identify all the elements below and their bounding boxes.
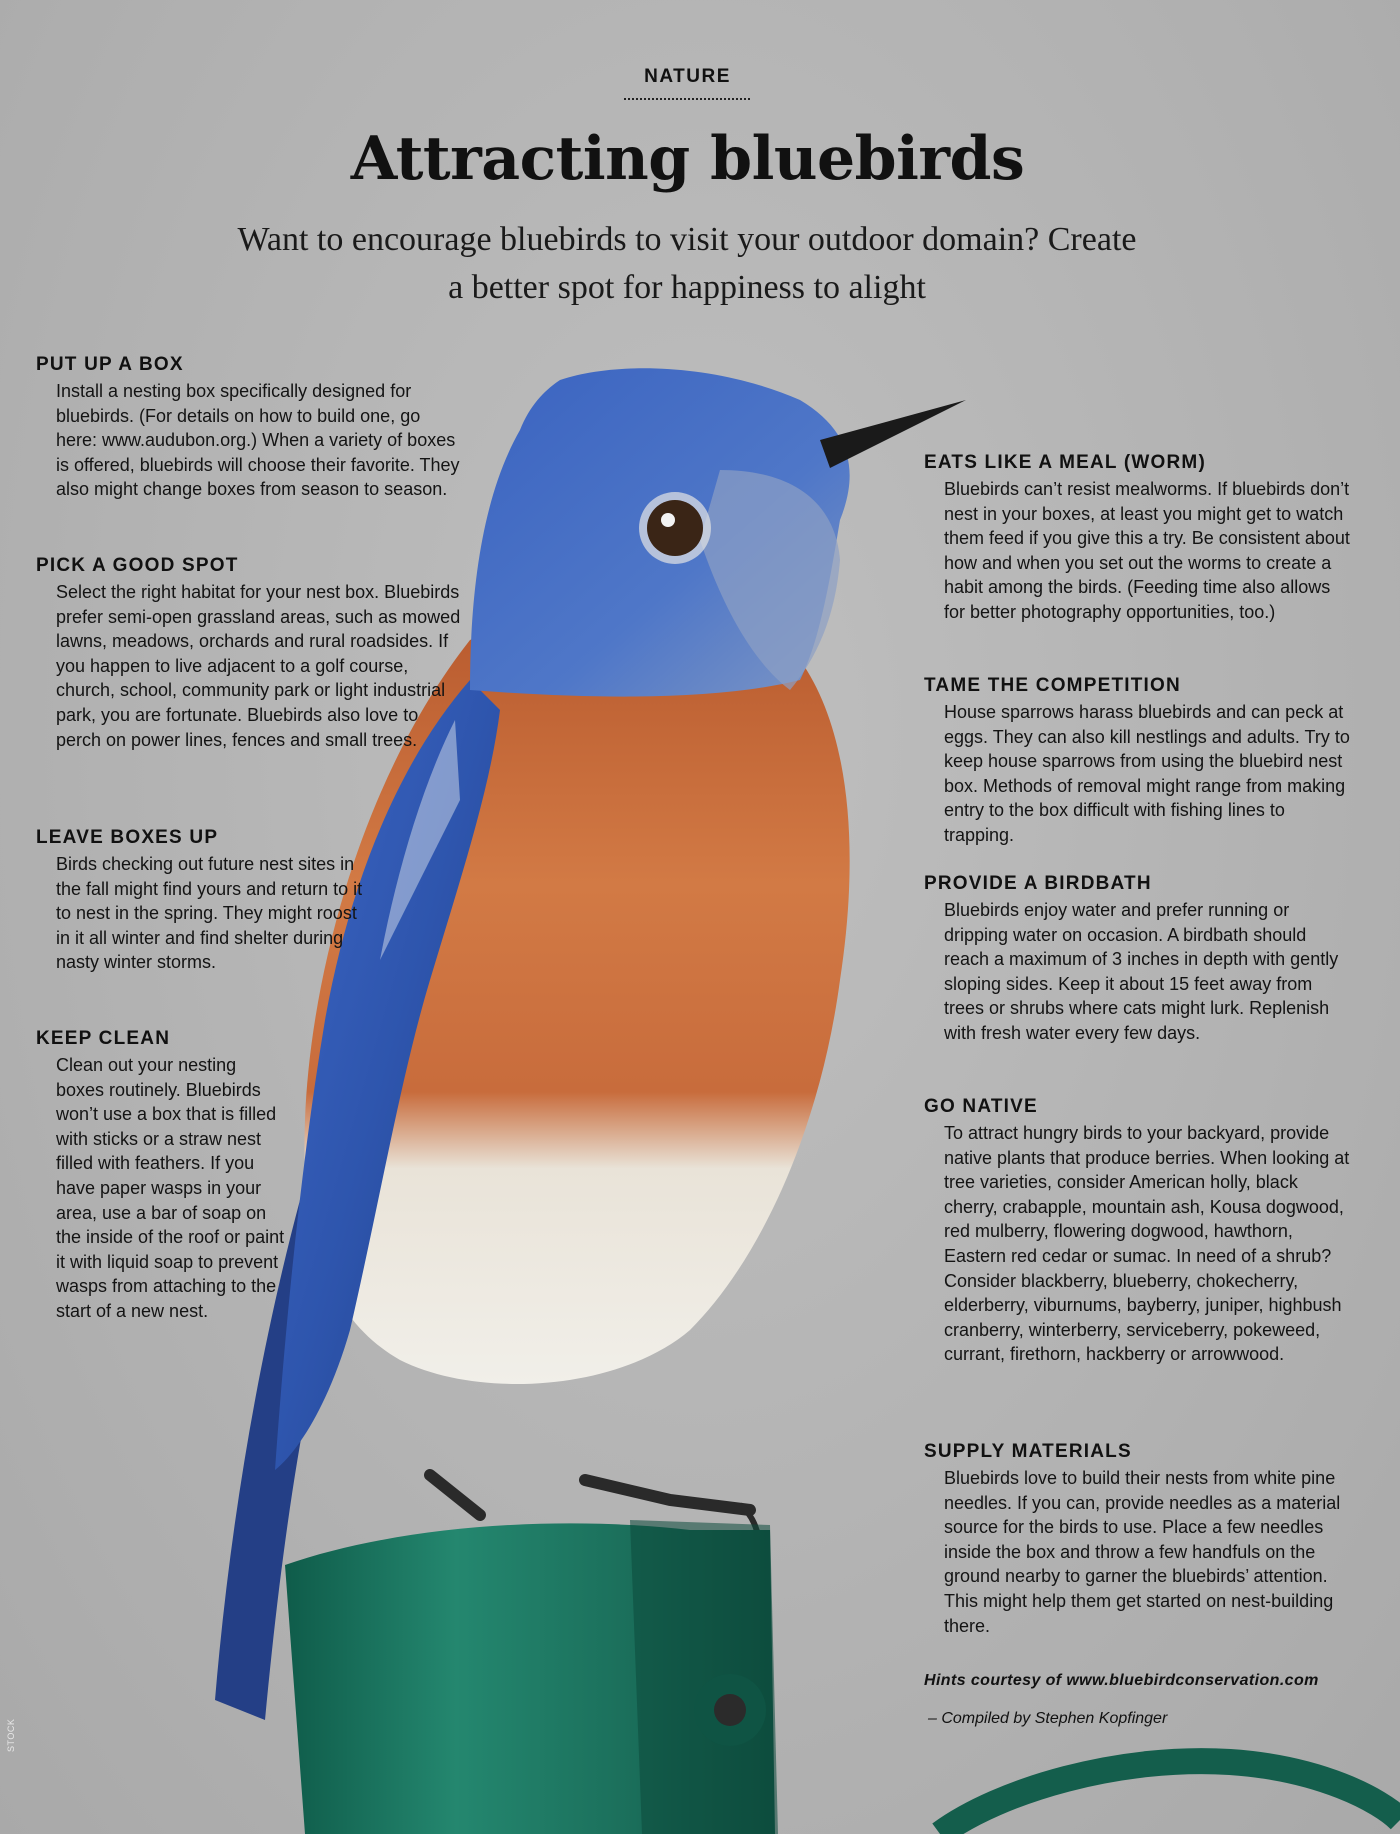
section-divider xyxy=(624,98,750,100)
tip-heading: KEEP CLEAN xyxy=(36,1028,171,1049)
tip-pick-a-good-spot xyxy=(36,555,466,752)
tip-keep-clean xyxy=(36,1028,286,1324)
tip-supply-materials xyxy=(924,1441,1354,1638)
tip-heading: SUPPLY MATERIALS xyxy=(924,1441,1132,1462)
hints-credit: Hints courtesy of www.bluebirdconservation.com xyxy=(924,1672,1319,1689)
subtitle-dek: Want to encourage bluebirds to visit your outdoor domain? Create a better spot for happiness to alight xyxy=(237,221,1137,306)
tip-tame-the-competition xyxy=(924,675,1354,848)
author-credit: – Compiled by Stephen Kopfinger xyxy=(928,1710,1168,1727)
metal-hook xyxy=(940,1761,1400,1834)
tip-leave-boxes-up xyxy=(36,827,366,975)
tip-heading: GO NATIVE xyxy=(924,1096,1038,1117)
tip-eats-like-a-meal xyxy=(924,452,1354,625)
tip-body: Bluebirds can’t resist mealworms. If bluebirds don’t nest in your boxes, at least you might get to watch them feed if you give this a try. Be consistent about how and when you set out the worms to create a habit among the birds. (Feeding time also allows for better photography opportunities, too.) xyxy=(944,479,1350,622)
tip-heading: TAME THE COMPETITION xyxy=(924,675,1181,696)
tip-heading: PROVIDE A BIRDBATH xyxy=(924,873,1152,894)
tip-put-up-a-box xyxy=(36,354,466,502)
tip-body: Bluebirds love to build their nests from white pine needles. If you can, provide needles as a material source for the birds to use. Place a few needles inside the box and throw a few handfuls on the ground nearby to garner the bluebirds’ attention. This might help them get started on nest-building there. xyxy=(944,1468,1341,1636)
tip-heading: EATS LIKE A MEAL (WORM) xyxy=(924,452,1206,473)
tip-go-native xyxy=(924,1096,1354,1367)
tip-body: Select the right habitat for your nest box. Bluebirds prefer semi-open grassland areas, such as mowed lawns, meadows, orchards and rural roadsides. If you happen to live adjacent to a golf course, church, school, community park or light industrial park, you are fortunate. Bluebirds also love to perch on power lines, fences and small trees. xyxy=(56,582,461,750)
tip-provide-a-birdbath xyxy=(924,873,1354,1046)
tip-body: Bluebirds enjoy water and prefer running or dripping water on occasion. A birdbath should reach a maximum of 3 inches in depth with gently sloping sides. Keep it about 15 feet away from trees or shrubs where cats might lurk. Replenish with fresh water every few days. xyxy=(944,900,1339,1043)
page-title: Attracting bluebirds xyxy=(350,124,1025,194)
tip-body: House sparrows harass bluebirds and can peck at eggs. They can also kill nestlings and adults. Try to keep house sparrows from using the bluebird nest box. Methods of removal might range from making entry to the box difficult with fishing lines to trapping. xyxy=(944,702,1350,845)
tip-body: Install a nesting box specifically designed for bluebirds. (For details on how to build one, go here: www.audubon.org.) When a variety of boxes is offered, bluebirds will choose their favorite. They also might change boxes from season to season. xyxy=(56,381,460,500)
bird-feet xyxy=(430,1475,750,1515)
tip-body: Birds checking out future nest sites in the fall might find yours and return to it to nest in the spring. They might roost in it all winter and find shelter during nasty winter storms. xyxy=(56,854,363,973)
tip-body: To attract hungry birds to your backyard, provide native plants that produce berries. When looking at tree varieties, consider American holly, black cherry, crabapple, mountain ash, Kousa dogwood, red mulberry, flowering dogwood, hawthorn, Eastern red cedar or sumac. In need of a shrub? Consider blackberry, blueberry, chokecherry, elderberry, viburnums, bayberry, juniper, highbush cranberry, winterberry, serviceberry, pokeweed, currant, firethorn, hackberry or arrowwood. xyxy=(944,1123,1350,1365)
tip-body: Clean out your nesting boxes routinely. Bluebirds won’t use a box that is filled with sticks or a straw nest filled with feathers. If you have paper wasps in your area, use a bar of soap on the inside of the roof or paint it with liquid soap to prevent wasps from attaching to the start of a new nest. xyxy=(56,1055,285,1321)
tip-heading: PICK A GOOD SPOT xyxy=(36,555,239,576)
tip-heading: PUT UP A BOX xyxy=(36,354,184,375)
tip-heading: LEAVE BOXES UP xyxy=(36,827,219,848)
bird-eye xyxy=(647,500,703,556)
photo-credit: STOCK xyxy=(6,1718,16,1752)
section-label: NATURE xyxy=(644,66,731,87)
